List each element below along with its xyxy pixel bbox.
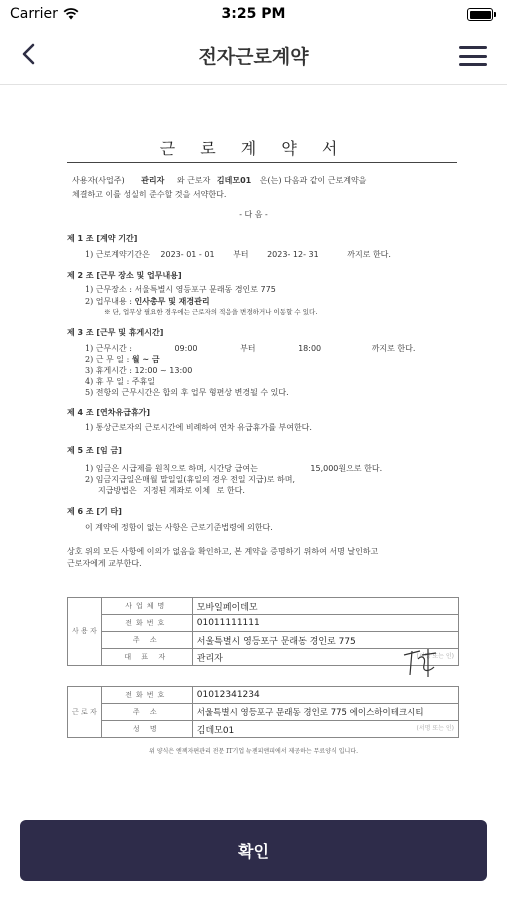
article-1-line: 1) 근로계약기간은 2023- 01 - 01 부터 2023- 12- 31 까지로 한다. — [85, 250, 391, 259]
worker-address: 서울특별시 영등포구 문래동 경인로 775 에이스하이테크시티 — [192, 704, 458, 721]
article-2-line-1: 1) 근무장소 : 서울특별시 영등포구 문래동 경인로 775 — [85, 285, 276, 294]
next-label: - 다 음 - — [239, 210, 268, 219]
status-bar — [0, 0, 507, 28]
worker-full-name: 김데모01 — [196, 725, 235, 736]
status-time: 3:25 PM — [221, 6, 286, 22]
menu-icon[interactable] — [459, 46, 487, 66]
article-1-title: 제 1 조 [계약 기간] — [67, 234, 138, 243]
pay-day: 매월 말일 — [142, 475, 176, 484]
employer-label-4: 대 표 자 — [101, 649, 192, 666]
intro-line-2: 체결하고 이를 성실히 준수할 것을 서약한다. — [72, 190, 227, 199]
closing-line-1: 상호 위의 모든 사항에 이의가 없음을 확인하고, 본 계약을 증명하기 위하여 서명 날인하고 — [67, 547, 379, 556]
nav-bar — [0, 28, 507, 85]
article-3-line-2: 2) 근 무 일 : 월 ~ 금 — [85, 355, 160, 364]
contract-end: 2023- 12- 31 — [267, 250, 319, 259]
article-5-line-1: 1) 임금은 시급제를 원칙으로 하며, 시간당 급여는 15,000원으로 한다. — [85, 464, 383, 473]
employer-address: 서울특별시 영등포구 문래동 경인로 775 — [192, 632, 458, 649]
page-title: 전자근로계약 — [198, 46, 309, 68]
carrier-label: Carrier — [10, 6, 58, 22]
work-start-time: 09:00 — [174, 344, 198, 353]
pay-method: 지정된 계좌로 이체 — [143, 486, 211, 495]
article-2-title: 제 2 조 [근무 장소 및 업무내용] — [67, 271, 182, 280]
employer-name: 관리자 — [141, 176, 165, 185]
employer-label-2: 전화번호 — [101, 615, 192, 632]
article-3-line-5: 5) 전항의 근무시간은 합의 후 업무 형편상 변경될 수 있다. — [85, 388, 289, 397]
article-5-line-3: 지급방법은 지정된 계좌로 이체 로 한다. — [98, 486, 245, 495]
work-place: 서울특별시 영등포구 문래동 경인로 775 — [134, 285, 276, 294]
company-name: 모바일페이데모 — [192, 598, 458, 615]
footer-note: 위 양식은 엔젝자편관리 전문 IT기업 뉴젠피앤피에서 제공하는 무료양식 입니다. — [148, 748, 358, 755]
worker-name: 김데모01 — [216, 176, 252, 185]
worker-table — [67, 686, 459, 738]
employer-row — [68, 598, 459, 615]
battery-icon — [467, 8, 493, 21]
work-days: 월 ~ 금 — [131, 355, 160, 364]
article-2-line-2: 2) 업무내용 : 인사총무 및 재경관리 — [85, 297, 210, 306]
employer-label-1: 사업체명 — [101, 598, 192, 615]
worker-row — [68, 721, 459, 738]
article-3-title: 제 3 조 [근무 및 휴게시간] — [67, 328, 164, 337]
worker-label-1: 전화번호 — [101, 687, 192, 704]
article-3-line-3: 3) 휴게시간 : 12:00 ~ 13:00 — [85, 366, 193, 375]
hourly-wage: 15,000 — [310, 464, 339, 473]
worker-seal-label: (서명 또는 인) — [416, 724, 454, 732]
article-2-note: ※ 단, 업무상 필요한 경우에는 근로자의 적응을 변경하거나 이동할 수 있다. — [104, 308, 318, 316]
employer-seal-label: (서명 또는 인) — [416, 652, 454, 660]
confirm-button[interactable]: 확인 — [20, 820, 487, 881]
article-3-line-4: 4) 휴 무 일 : 주휴일 — [85, 377, 155, 386]
employer-phone: 01011111111 — [192, 615, 458, 632]
contract-start: 2023- 01 - 01 — [160, 250, 215, 259]
article-3-line-1: 1) 근무시간 : 09:00 부터 18:00 까지로 한다. — [85, 344, 416, 353]
signature-icon — [400, 645, 440, 681]
article-6-title: 제 6 조 [기 타] — [67, 507, 122, 516]
closing-line-2: 근로자에게 교부한다. — [67, 559, 142, 568]
worker-side-label: 근 로 자 — [68, 687, 102, 738]
worker-row — [68, 687, 459, 704]
worker-row — [68, 704, 459, 721]
employer-side-label: 사 용 자 — [68, 598, 102, 666]
article-6-line-1: 이 계약에 정함이 없는 사항은 근로기준법령에 의한다. — [85, 523, 273, 532]
worker-label-3: 성 명 — [101, 721, 192, 738]
article-4-title: 제 4 조 [연차유급휴가] — [67, 408, 151, 417]
document-title: 근 로 계 약 서 — [159, 139, 348, 158]
break-time: 12:00 ~ 13:00 — [134, 366, 193, 375]
employer-row — [68, 615, 459, 632]
representative-name: 관리자 — [196, 653, 223, 664]
intro-line-1: 사용자(사업주) 관리자 와 근로자 김데모01 은(는) 다음과 같이 근로계약을 — [72, 176, 367, 185]
worker-phone: 01012341234 — [192, 687, 458, 704]
article-4-line-1: 1) 통상근로자의 근로시간에 비례하여 연차 유급휴가를 부여한다. — [85, 423, 312, 432]
days-off: 주휴일 — [131, 377, 155, 386]
employer-label-3: 주 소 — [101, 632, 192, 649]
worker-label-2: 주 소 — [101, 704, 192, 721]
job-description: 인사총무 및 재경관리 — [134, 297, 210, 306]
article-5-title: 제 5 조 [임 금] — [67, 446, 122, 455]
article-5-line-2: 2) 임금지급일은매월 말일일(휴일의 경우 전일 지급)로 하며, — [85, 475, 296, 484]
work-end-time: 18:00 — [298, 344, 322, 353]
title-divider — [67, 162, 457, 163]
contract-document — [40, 100, 467, 790]
